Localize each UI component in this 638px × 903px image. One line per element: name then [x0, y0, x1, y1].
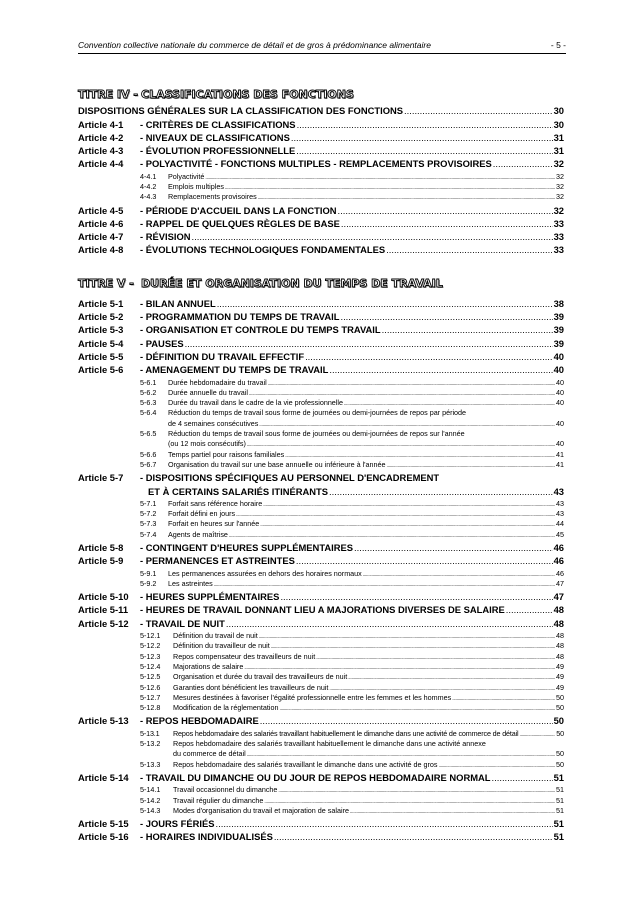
- toc-entry-4-3[interactable]: [78, 144, 564, 157]
- entry-page: 30: [553, 118, 564, 130]
- entry-page: 32: [553, 158, 564, 170]
- sub-label: Forfait sans référence horaire: [168, 498, 263, 508]
- entry-page: 48: [553, 617, 564, 629]
- article-number: Article 4-2: [78, 131, 124, 143]
- entry-page: 33: [553, 244, 564, 256]
- sub-number: 5-14.1: [140, 785, 161, 795]
- entry-label: DISPOSITIONS GÉNÉRALES SUR LA CLASSIFICATION DES FONCTIONS: [78, 105, 404, 116]
- article-number: Article 5-7: [78, 472, 124, 484]
- entry-page: 38: [553, 297, 564, 309]
- article-number: Article 5-12: [78, 617, 129, 629]
- sub-number: 5-12.5: [140, 672, 161, 682]
- sub-page: 46: [556, 568, 564, 578]
- sub-label: Repos hebdomadaire des salariés travaillant habituellement le dimanche dans une activité de commerce de détail: [173, 728, 519, 738]
- sub-number: 5-12.4: [140, 661, 161, 671]
- sub-page: 49: [556, 661, 564, 671]
- toc-subentry-5-12-4[interactable]: [78, 662, 564, 672]
- toc-subentry-5-6-1[interactable]: [78, 378, 564, 388]
- sub-number: 5-12.6: [140, 682, 161, 692]
- sub-number: 5-9.1: [140, 568, 157, 578]
- article-number: Article 4-1: [78, 118, 124, 130]
- article-number: Article 4-6: [78, 217, 124, 229]
- title-number: TITRE V -: [78, 277, 134, 291]
- entry-label: - NIVEAUX DE CLASSIFICATIONS: [140, 131, 290, 143]
- sub-number: 5-9.2: [140, 578, 157, 588]
- title-text: DURÉE ET ORGANISATION DU TEMPS DE TRAVAIL: [141, 277, 443, 291]
- sub-label: Définition du travail de nuit: [173, 631, 258, 641]
- entry-label: - DISPOSITIONS SPÉCIFIQUES AU PERSONNEL D'ENCADREMENT: [140, 472, 440, 484]
- entry-page: 40: [553, 364, 564, 376]
- entry-label: - DÉFINITION DU TRAVAIL EFFECTIF: [140, 350, 305, 362]
- sub-label: Définition du travailleur de nuit: [173, 641, 270, 651]
- sub-page: 45: [556, 529, 564, 539]
- entry-label: - BILAN ANNUEL: [140, 297, 216, 309]
- sub-label: Modification de la réglementation: [173, 703, 279, 713]
- article-number: Article 5-3: [78, 324, 124, 336]
- page-header: [78, 38, 566, 54]
- entry-page: 46: [553, 542, 564, 553]
- toc-subentry-5-6-3[interactable]: [78, 398, 564, 408]
- sub-page: 50: [556, 703, 564, 713]
- sub-number: 5-12.8: [140, 703, 161, 713]
- sub-label: Polyactivité: [168, 171, 205, 181]
- sub-label: Emplois multiples: [168, 181, 224, 191]
- toc-subentry-5-6-6[interactable]: [78, 450, 564, 460]
- sub-page: 43: [556, 498, 564, 508]
- entry-page: 48: [553, 604, 564, 616]
- sub-page: 32: [556, 171, 564, 181]
- sub-number: 5-12.1: [140, 631, 161, 641]
- toc-entry-5-11[interactable]: [78, 603, 564, 616]
- toc-subentry-5-7-3[interactable]: [78, 519, 564, 529]
- entry-label: - TRAVAIL DU DIMANCHE OU DU JOUR DE REPOS HEBDOMADAIRE NORMAL: [140, 771, 491, 783]
- sub-number: 5-14.2: [140, 795, 161, 805]
- article-number: Article 5-8: [78, 542, 124, 553]
- sub-label: Durée annuelle du travail: [168, 387, 248, 397]
- toc-entry-5-16[interactable]: [78, 830, 564, 843]
- article-number: Article 5-16: [78, 831, 129, 843]
- toc-subentry-5-6-5[interactable]: [78, 429, 564, 439]
- toc-subentry-5-6-5-cont[interactable]: [78, 439, 564, 449]
- sub-number: 5-6.6: [140, 449, 157, 459]
- toc-entry-5-4[interactable]: [78, 337, 564, 350]
- toc-entry-5-13[interactable]: [78, 714, 564, 727]
- sub-number: 5-6.3: [140, 398, 157, 408]
- entry-page: 33: [553, 231, 564, 243]
- toc-subentry-5-7-1[interactable]: [78, 499, 564, 509]
- toc-subentry-5-6-2[interactable]: [78, 388, 564, 398]
- article-number: Article 5-2: [78, 311, 124, 323]
- toc-subentry-5-7-4[interactable]: [78, 530, 564, 540]
- sub-label-cont: du commerce de détail: [173, 749, 246, 759]
- title-text: CLASSIFICATIONS DES FONCTIONS: [141, 87, 354, 101]
- toc-entry-5-7[interactable]: [78, 471, 564, 484]
- article-number: Article 5-4: [78, 337, 124, 349]
- toc-entry-5-3[interactable]: [78, 323, 564, 336]
- sub-label: Organisation du travail sur une base annuelle ou inférieure à l'année: [168, 459, 386, 469]
- entry-label: - PROGRAMMATION DU TEMPS DE TRAVAIL: [140, 311, 340, 323]
- sub-page: 51: [556, 805, 564, 815]
- article-number: Article 4-8: [78, 244, 124, 256]
- entry-label: - PERMANENCES ET ASTREINTES: [140, 555, 295, 567]
- entry-page: 43: [553, 485, 564, 497]
- sub-label-cont: de 4 semaines consécutives: [168, 418, 259, 428]
- toc-subentry-5-9-1[interactable]: [78, 569, 564, 579]
- entry-page: 47: [553, 591, 564, 603]
- toc-subentry-5-6-4[interactable]: [78, 408, 564, 418]
- toc-entry-5-7-cont[interactable]: [78, 485, 564, 498]
- article-number: Article 5-5: [78, 350, 124, 362]
- toc-entry-5-2[interactable]: [78, 310, 564, 323]
- article-number: Article 4-5: [78, 204, 124, 216]
- sub-page: 50: [556, 692, 564, 702]
- toc-entry-4-1[interactable]: [78, 118, 564, 131]
- toc-subentry-5-14-3[interactable]: [78, 806, 564, 816]
- sub-label: Modes d'organisation du travail et majoration de salaire: [173, 805, 349, 815]
- toc-subentry-5-6-4-cont[interactable]: [78, 419, 564, 429]
- sub-number: 4-4.1: [140, 171, 157, 181]
- sub-label: Mesures destinées à favoriser l'égalité professionnelle entre les femmes et les hommes: [173, 692, 452, 702]
- article-number: Article 5-14: [78, 771, 129, 783]
- toc-subentry-5-13-1[interactable]: [78, 729, 564, 739]
- toc-subentry-5-12-2[interactable]: [78, 641, 564, 651]
- article-number: Article 5-11: [78, 604, 129, 616]
- entry-page: 40: [553, 350, 564, 362]
- toc-subentry-5-14-2[interactable]: [78, 796, 564, 806]
- article-number: Article 5-1: [78, 297, 124, 309]
- entry-label: - CONTINGENT D'HEURES SUPPLÉMENTAIRES: [140, 542, 354, 553]
- entry-label: - POLYACTIVITÉ - FONCTIONS MULTIPLES - REMPLACEMENTS PROVISOIRES: [140, 158, 492, 170]
- toc-subentry-5-13-3[interactable]: [78, 760, 564, 770]
- entry-label: - HORAIRES INDIVIDUALISÉS: [140, 831, 273, 843]
- sub-label: Durée hebdomadaire du travail: [168, 377, 267, 387]
- title-iv-heading: [78, 84, 564, 104]
- toc-subentry-5-12-7[interactable]: [78, 693, 564, 703]
- sub-page: 32: [556, 192, 564, 202]
- entry-label: - PÉRIODE D'ACCUEIL DANS LA FONCTION: [140, 204, 337, 216]
- entry-label: - HEURES DE TRAVAIL DONNANT LIEU A MAJORATIONS DIVERSES DE SALAIRE: [140, 604, 505, 616]
- sub-page: 51: [556, 795, 564, 805]
- entry-label-cont: ET À CERTAINS SALARIÉS ITINÉRANTS: [148, 485, 329, 497]
- sub-page: 47: [556, 578, 564, 588]
- title-v-heading: [78, 274, 564, 294]
- sub-number: 5-13.2: [140, 739, 161, 749]
- entry-page: 50: [553, 715, 564, 727]
- sub-label: Travail régulier du dimanche: [173, 795, 264, 805]
- entry-label: - ORGANISATION ET CONTROLE DU TEMPS TRAVAIL: [140, 324, 381, 336]
- sub-page: 40: [556, 377, 564, 387]
- sub-page: 32: [556, 181, 564, 191]
- sub-number: 4-4.2: [140, 181, 157, 191]
- sub-label: Majorations de salaire: [173, 661, 244, 671]
- sub-number: 5-6.1: [140, 377, 157, 387]
- entry-label: - AMENAGEMENT DU TEMPS DE TRAVAIL: [140, 364, 329, 376]
- entry-label: - HEURES SUPPLÉMENTAIRES: [140, 591, 280, 603]
- article-number: Article 4-4: [78, 158, 124, 170]
- sub-label: Forfait défini en jours: [168, 509, 236, 519]
- toc-entry-general[interactable]: [78, 104, 564, 118]
- sub-label: Forfait en heures sur l'année: [168, 519, 260, 529]
- toc-entry-5-8[interactable]: [78, 541, 564, 554]
- toc-subentry-4-4-1[interactable]: [78, 172, 564, 182]
- entry-page: 51: [553, 831, 564, 843]
- sub-label: Repos hebdomadaire des salariés travaillant habituellement le dimanche dans une activité annexe: [173, 739, 486, 749]
- sub-page: 40: [556, 387, 564, 397]
- toc-subentry-5-7-2[interactable]: [78, 509, 564, 519]
- toc-subentry-5-14-1[interactable]: [78, 785, 564, 795]
- sub-page: 41: [556, 449, 564, 459]
- toc-entry-4-7[interactable]: [78, 230, 564, 243]
- entry-page: 46: [553, 555, 564, 567]
- article-number: Article 5-10: [78, 591, 129, 603]
- toc-entry-5-1[interactable]: [78, 297, 564, 310]
- entry-page: 51: [553, 771, 564, 783]
- sub-number: 4-4.3: [140, 192, 157, 202]
- article-number: Article 4-3: [78, 145, 124, 157]
- sub-label-cont: (ou 12 mois consécutifs): [168, 439, 246, 449]
- toc-entry-4-2[interactable]: [78, 131, 564, 144]
- toc-subentry-5-12-3[interactable]: [78, 652, 564, 662]
- sub-page: 50: [556, 749, 564, 759]
- sub-number: 5-13.3: [140, 759, 161, 769]
- entry-page: 51: [553, 818, 564, 830]
- sub-page: 40: [556, 398, 564, 408]
- sub-label: Les astreintes: [168, 578, 213, 588]
- toc-entry-5-10[interactable]: [78, 590, 564, 603]
- sub-page: 50: [556, 728, 564, 738]
- sub-number: 5-6.7: [140, 459, 157, 469]
- toc-subentry-5-12-1[interactable]: [78, 631, 564, 641]
- toc-entry-5-5[interactable]: [78, 350, 564, 363]
- toc-subentry-4-4-2[interactable]: [78, 182, 564, 192]
- sub-number: 5-7.4: [140, 529, 157, 539]
- toc-subentry-5-6-7[interactable]: [78, 460, 564, 470]
- sub-page: 40: [556, 418, 564, 428]
- sub-label: Organisation et durée du travail des travailleurs de nuit: [173, 672, 348, 682]
- toc-entry-5-15[interactable]: [78, 817, 564, 830]
- entry-page: 39: [553, 324, 564, 336]
- entry-label: - CRITÈRES DE CLASSIFICATIONS: [140, 118, 296, 130]
- sub-label: Réduction du temps de travail sous forme de journées ou demi-journées de repos sur l'année: [168, 429, 465, 439]
- entry-page: 31: [553, 145, 564, 157]
- toc-entry-4-6[interactable]: [78, 217, 564, 230]
- sub-number: 5-14.3: [140, 805, 161, 815]
- toc-entry-5-6[interactable]: [78, 363, 564, 376]
- sub-number: 5-12.7: [140, 692, 161, 702]
- toc-subentry-5-12-8[interactable]: [78, 703, 564, 713]
- sub-page: 48: [556, 641, 564, 651]
- entry-page: 33: [553, 217, 564, 229]
- sub-page: 49: [556, 672, 564, 682]
- entry-label: - JOURS FÉRIÉS: [140, 818, 215, 830]
- article-number: Article 5-15: [78, 818, 129, 830]
- sub-page: 51: [556, 785, 564, 795]
- article-number: Article 4-7: [78, 231, 124, 243]
- sub-label: Réduction du temps de travail sous forme de journées ou demi-journées de repos par période: [168, 408, 467, 418]
- sub-number: 5-7.2: [140, 509, 157, 519]
- sub-label: Les permanences assurées en dehors des horaires normaux: [168, 568, 362, 578]
- entry-page: 39: [553, 311, 564, 323]
- sub-page: 50: [556, 759, 564, 769]
- sub-number: 5-12.2: [140, 641, 161, 651]
- entry-label: - RÉVISION: [140, 231, 191, 243]
- toc-subentry-4-4-3[interactable]: [78, 192, 564, 202]
- entry-label: - REPOS HEBDOMADAIRE: [140, 715, 259, 727]
- sub-label: Travail occasionnel du dimanche: [173, 785, 278, 795]
- article-number: Article 5-9: [78, 555, 124, 567]
- sub-number: 5-6.2: [140, 387, 157, 397]
- page-number: - 5 -: [550, 40, 566, 50]
- sub-page: 48: [556, 631, 564, 641]
- toc-subentry-5-13-2[interactable]: [78, 739, 564, 749]
- sub-label: Repos hebdomadaire des salariés travaillant le dimanche dans une activité de gros: [173, 759, 438, 769]
- toc-entry-4-8[interactable]: [78, 243, 564, 256]
- toc-subentry-5-13-2-cont[interactable]: [78, 749, 564, 759]
- article-number: Article 5-6: [78, 364, 124, 376]
- sub-number: 5-12.3: [140, 651, 161, 661]
- sub-page: 40: [556, 439, 564, 449]
- sub-label: Durée du travail dans le cadre de la vie professionnelle: [168, 398, 343, 408]
- sub-page: 48: [556, 651, 564, 661]
- sub-page: 49: [556, 682, 564, 692]
- entry-page: 32: [553, 204, 564, 216]
- sub-number: 5-6.5: [140, 429, 157, 439]
- sub-number: 5-7.3: [140, 519, 157, 529]
- entry-label: - ÉVOLUTION PROFESSIONNELLE: [140, 145, 296, 157]
- toc-subentry-5-12-5[interactable]: [78, 672, 564, 682]
- entry-label: - ÉVOLUTIONS TECHNOLOGIQUES FONDAMENTALES: [140, 244, 386, 256]
- document-title: Convention collective nationale du commerce de détail et de gros à prédominance alimentaire: [78, 40, 431, 50]
- toc-entry-5-14[interactable]: [78, 771, 564, 784]
- title-number: TITRE IV -: [78, 87, 138, 101]
- sub-page: 43: [556, 509, 564, 519]
- sub-label: Temps partiel pour raisons familiales: [168, 449, 285, 459]
- toc-entry-4-4[interactable]: [78, 157, 564, 170]
- table-of-contents: [78, 84, 564, 844]
- sub-label: Agents de maîtrise: [168, 529, 228, 539]
- toc-entry-4-5[interactable]: [78, 204, 564, 217]
- sub-number: 5-13.1: [140, 728, 160, 738]
- entry-label: - PAUSES: [140, 337, 184, 349]
- toc-subentry-5-12-6[interactable]: [78, 683, 564, 693]
- sub-label: Repos compensateur des travailleurs de nuit: [173, 651, 316, 661]
- sub-page: 44: [556, 519, 564, 529]
- toc-entry-5-12[interactable]: [78, 617, 564, 630]
- entry-label: - RAPPEL DE QUELQUES RÈGLES DE BASE: [140, 217, 340, 229]
- article-number: Article 5-13: [78, 715, 129, 727]
- entry-page: 31: [553, 131, 564, 143]
- entry-page: 30: [553, 105, 564, 116]
- sub-label: Remplacements provisoires: [168, 192, 257, 202]
- sub-label: Garanties dont bénéficient les travailleurs de nuit: [173, 682, 329, 692]
- sub-number: 5-6.4: [140, 408, 157, 418]
- sub-number: 5-7.1: [140, 498, 157, 508]
- entry-page: 39: [553, 337, 564, 349]
- entry-label: - TRAVAIL DE NUIT: [140, 617, 225, 629]
- sub-page: 41: [556, 459, 564, 469]
- toc-entry-5-9[interactable]: [78, 554, 564, 567]
- toc-subentry-5-9-2[interactable]: [78, 579, 564, 589]
